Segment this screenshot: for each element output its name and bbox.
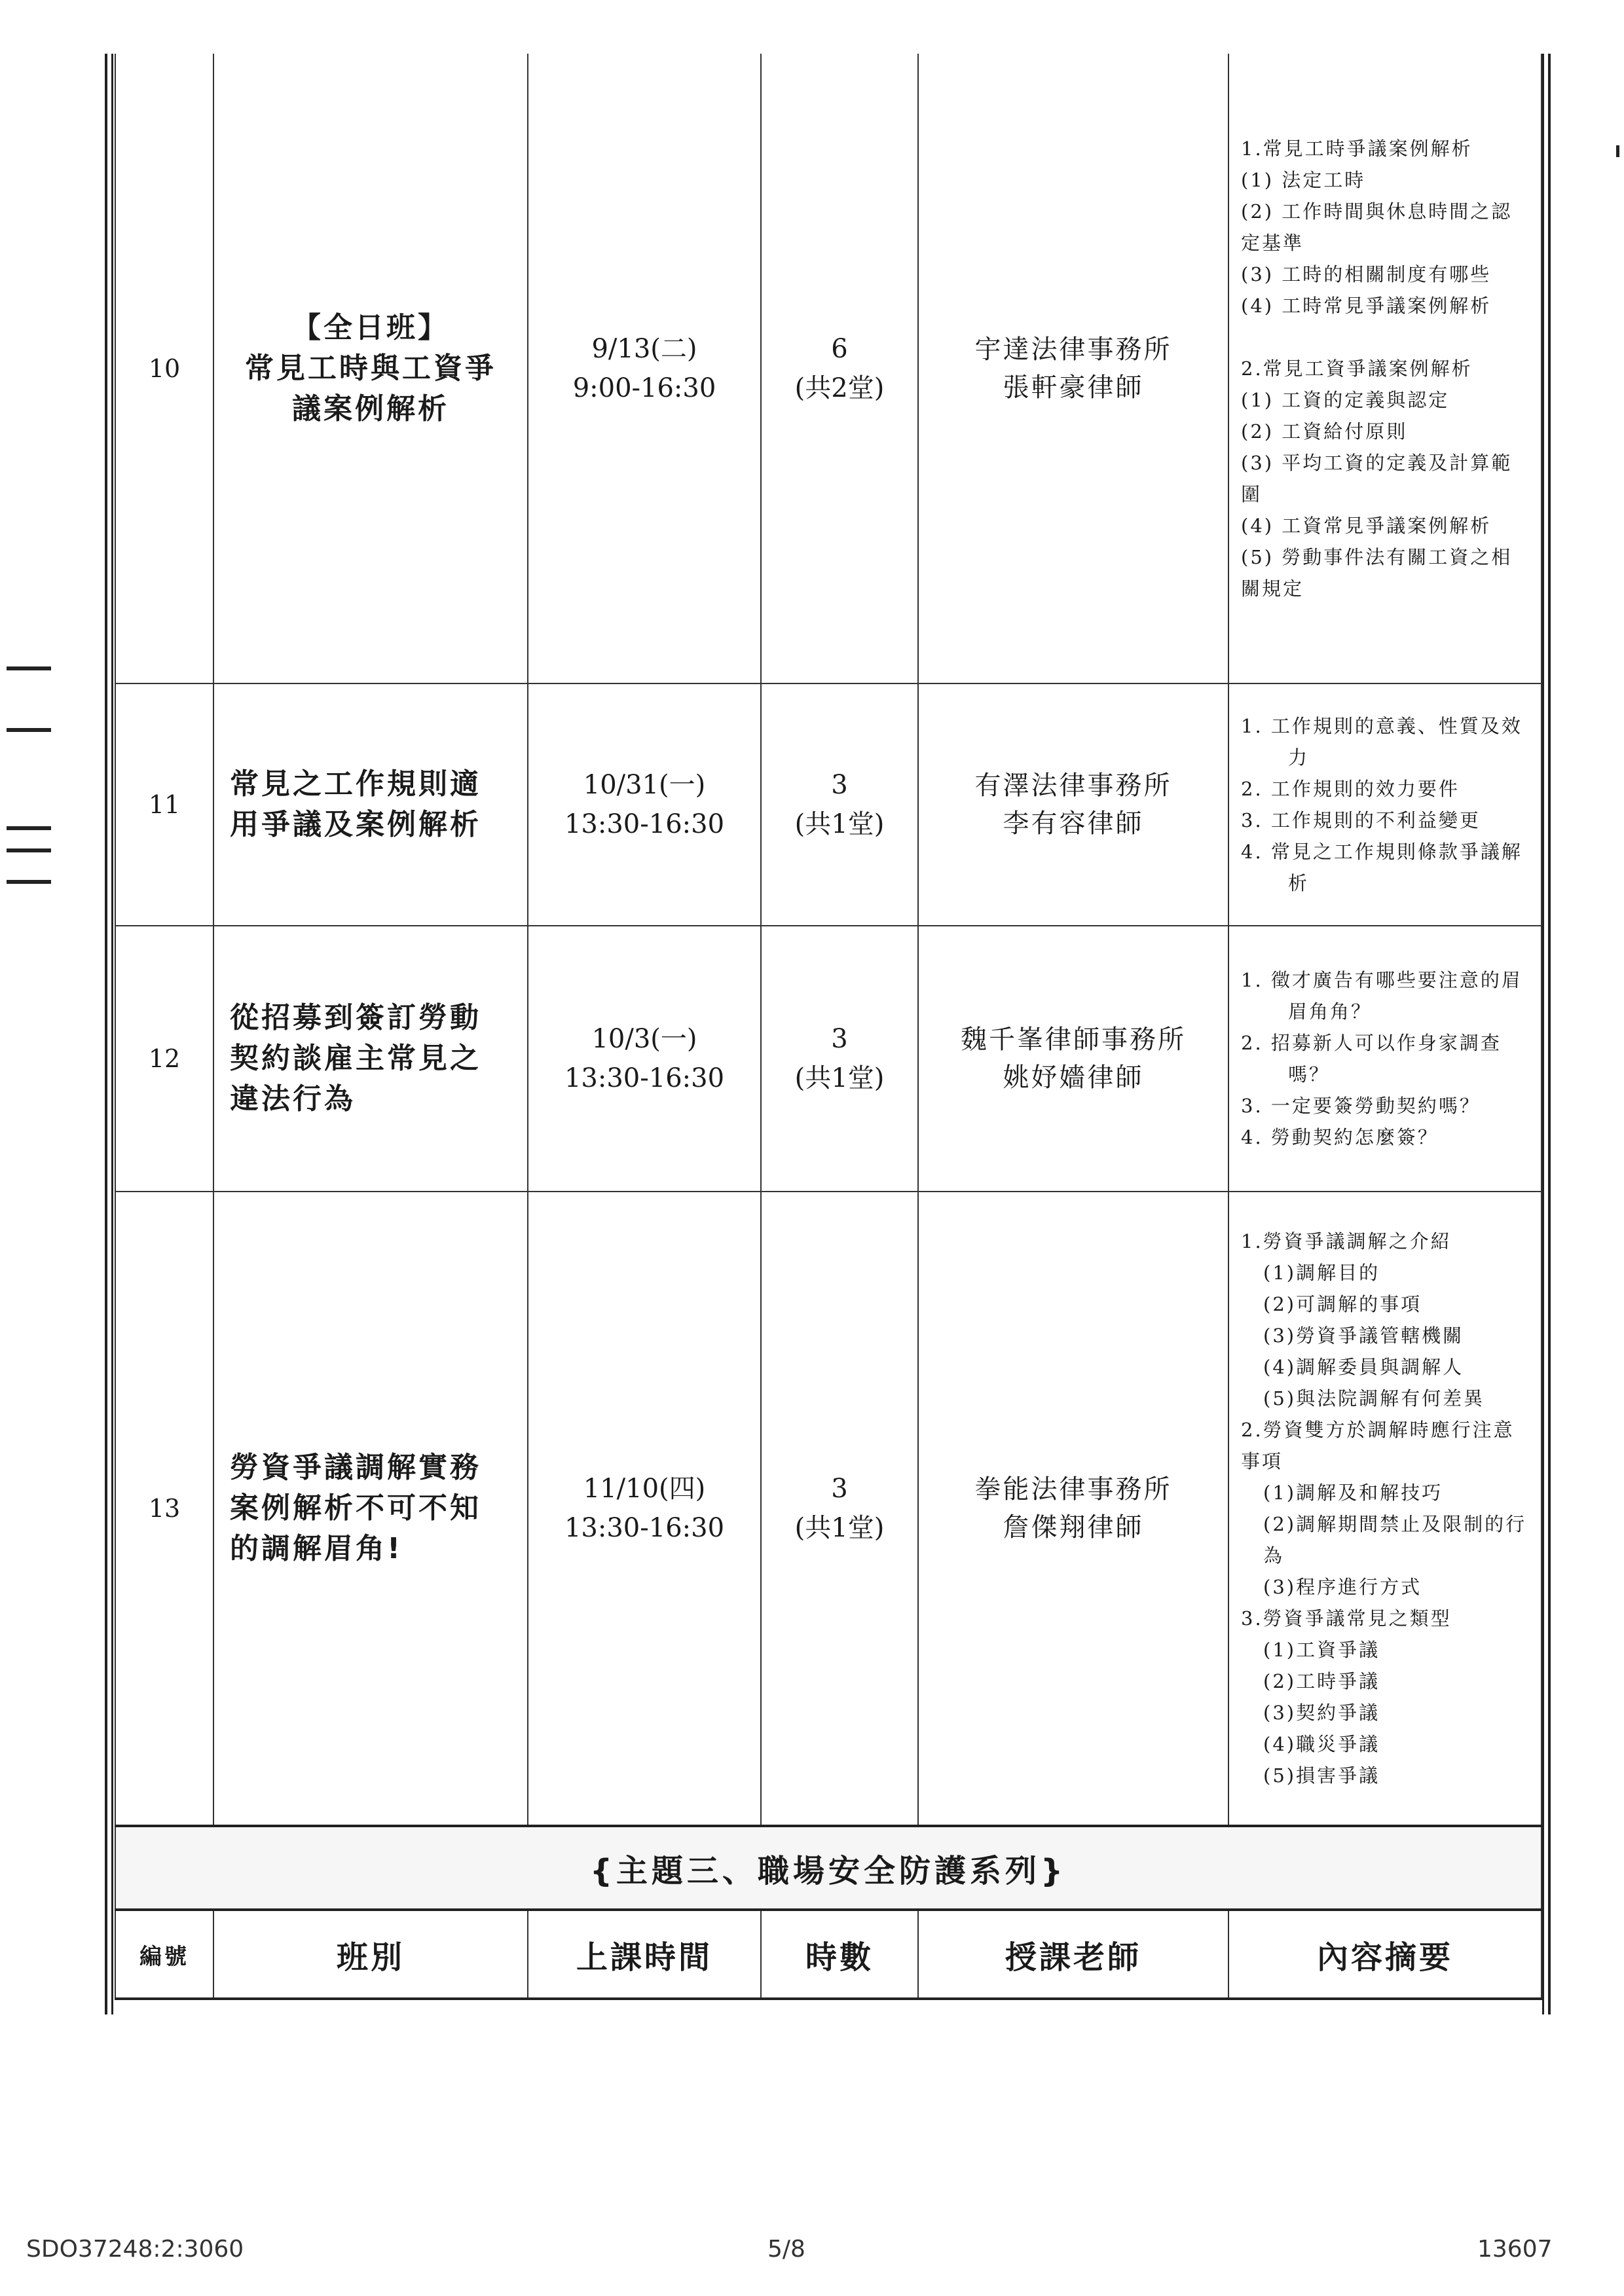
course-table-frame — [105, 54, 1551, 2014]
course-name: 常見之工作規則適 用爭議及案例解析 — [213, 683, 528, 926]
course-number: 10 — [115, 54, 213, 683]
table-header-row — [115, 1910, 1541, 1999]
course-name: 從招募到簽訂勞動 契約談雇主常見之 違法行為 — [213, 926, 528, 1192]
course-name: 【全日班】 常見工時與工資爭 議案例解析 — [213, 54, 528, 683]
footer-doc-code: SDO37248:2:3060 — [26, 2236, 244, 2263]
table-row — [115, 1192, 1541, 1826]
margin-mark — [7, 880, 51, 884]
course-time: 10/31(一) 13:30-16:30 — [528, 683, 761, 926]
footer-ref-number: 13607 — [1477, 2236, 1553, 2263]
course-teacher: 有澤法律事務所 李有容律師 — [918, 683, 1228, 926]
course-teacher: 拳能法律事務所 詹傑翔律師 — [918, 1192, 1228, 1826]
table-row — [115, 683, 1541, 926]
course-time: 11/10(四) 13:30-16:30 — [528, 1192, 761, 1826]
course-hours: 3 (共1堂) — [761, 926, 918, 1192]
course-summary: 1.勞資爭議調解之介紹 (1)調解目的 (2)可調解的事項 (3)勞資爭議管轄機關 (4)調解委員與調解人 (5)與法院調解有何差異 2.勞資雙方於調解時應行注意事項 (1)調解及和解技巧 (2)調解期間禁止及限制的行為 (3)程序進行方式 3.勞資爭議常見之類型 (1)工資爭議 (2)工時爭議 (3)契約爭議 (4)職災爭議 (5)損害爭議 — [1228, 1192, 1541, 1826]
course-hours: 3 (共1堂) — [761, 1192, 918, 1826]
course-teacher: 宇達法律事務所 張軒豪律師 — [918, 54, 1228, 683]
header-class: 班別 — [213, 1910, 528, 1999]
margin-mark — [7, 728, 51, 732]
course-summary: 1. 徵才廣告有哪些要注意的眉眉角角？ 2. 招募新人可以作身家調查嗎？ 3. 一定要簽勞動契約嗎？ 4. 勞動契約怎麼簽？ — [1228, 926, 1541, 1192]
course-teacher: 魏千峯律師事務所 姚妤嬙律師 — [918, 926, 1228, 1192]
margin-mark — [7, 826, 51, 830]
course-summary: 1. 工作規則的意義、性質及效力 2. 工作規則的效力要件 3. 工作規則的不利益變更 4. 常見之工作規則條款爭議解析 — [1228, 683, 1541, 926]
course-number: 11 — [115, 683, 213, 926]
course-schedule-table — [115, 54, 1542, 2000]
theme-title: {主題三、職場安全防護系列} — [589, 1852, 1067, 1889]
course-number: 12 — [115, 926, 213, 1192]
edge-mark — [1616, 145, 1619, 157]
course-summary: 1.常見工時爭議案例解析 (1) 法定工時 (2) 工作時間與休息時間之認定基準 (3) 工時的相關制度有哪些 (4) 工時常見爭議案例解析 2.常見工資爭議案例解析 (1) 工資的定義與認定 (2) 工資給付原則 (3) 平均工資的定義及計算範圍 (4) 工資常見爭議案例解析 (5) 勞動事件法有關工資之相關規定 — [1228, 54, 1541, 683]
header-teacher: 授課老師 — [918, 1910, 1228, 1999]
margin-mark — [7, 848, 51, 852]
course-time: 10/3(一) 13:30-16:30 — [528, 926, 761, 1192]
footer-page-number: 5/8 — [767, 2236, 805, 2263]
course-number: 13 — [115, 1192, 213, 1826]
course-name: 勞資爭議調解實務 案例解析不可不知 的調解眉角! — [213, 1192, 528, 1826]
header-time: 上課時間 — [528, 1910, 761, 1999]
header-hours: 時數 — [761, 1910, 918, 1999]
table-row — [115, 926, 1541, 1192]
header-summary: 內容摘要 — [1228, 1910, 1541, 1999]
course-hours: 3 (共1堂) — [761, 683, 918, 926]
header-number: 編號 — [115, 1910, 213, 1999]
theme-row — [115, 1826, 1541, 1910]
course-hours: 6 (共2堂) — [761, 54, 918, 683]
table-row — [115, 54, 1541, 683]
course-time: 9/13(二) 9:00-16:30 — [528, 54, 761, 683]
margin-mark — [7, 666, 51, 670]
